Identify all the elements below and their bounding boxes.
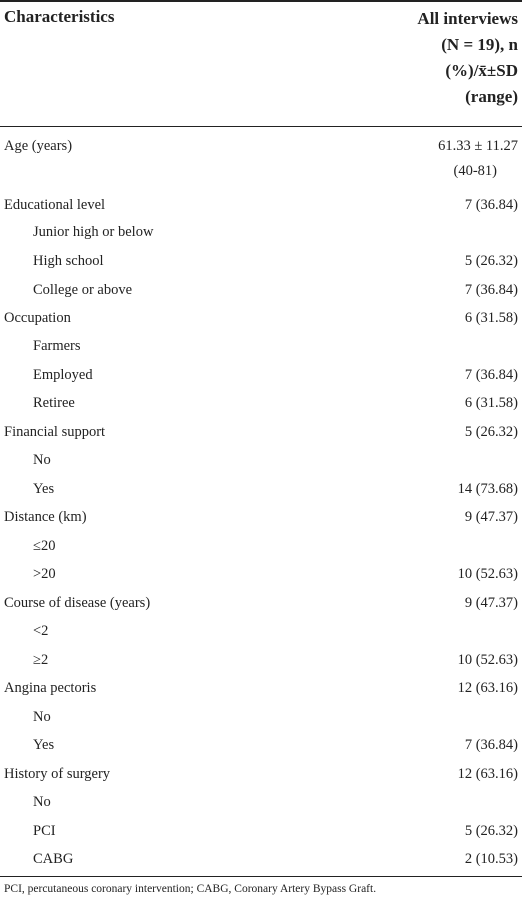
- row-value: 7 (36.84): [464, 737, 518, 753]
- table-row: [0, 332, 522, 361]
- row-label: Educational level: [4, 197, 106, 213]
- row-value: 14 (73.68): [457, 481, 518, 497]
- table-header: [0, 2, 522, 126]
- row-label: ≤20: [33, 538, 56, 554]
- row-value: 5 (26.32): [464, 253, 518, 269]
- table-row: [0, 276, 522, 305]
- table-row: [0, 218, 522, 247]
- row-label: Yes: [33, 737, 55, 753]
- row-label: Employed: [33, 367, 93, 383]
- row-value-range: (40-81): [453, 163, 497, 179]
- row-value: 7 (36.84): [464, 367, 518, 383]
- table-row: [0, 674, 522, 703]
- table-row: [0, 532, 522, 561]
- row-value: 5 (26.32): [464, 823, 518, 839]
- table-row: [0, 788, 522, 817]
- table-row: [0, 560, 522, 589]
- row-label: PCI: [33, 823, 56, 839]
- row-label: >20: [33, 566, 56, 582]
- row-label: High school: [33, 253, 104, 269]
- row-label: ≥2: [33, 652, 49, 668]
- table-row: [0, 389, 522, 418]
- table-row: [0, 475, 522, 504]
- header-line-2: (N = 19), n: [441, 35, 518, 54]
- row-value: 12 (63.16): [457, 680, 518, 696]
- row-label: Distance (km): [4, 509, 87, 525]
- row-label: Yes: [33, 481, 55, 497]
- row-value: 9 (47.37): [464, 509, 518, 525]
- header-line-4: (range): [465, 87, 518, 106]
- header-line-3: (%)/x̄±SD: [445, 61, 518, 80]
- row-value: 5 (26.32): [464, 424, 518, 440]
- header-characteristics: Characteristics: [4, 7, 115, 26]
- row-label: Financial support: [4, 424, 106, 440]
- table-row-age: [0, 132, 522, 179]
- row-value: 7 (36.84): [464, 197, 518, 213]
- table-row: [0, 817, 522, 846]
- table-row: [0, 589, 522, 618]
- table-row: [0, 418, 522, 447]
- row-value: 6 (31.58): [464, 310, 518, 326]
- row-label: Farmers: [33, 338, 81, 354]
- table-row: [0, 703, 522, 732]
- row-label: Angina pectoris: [4, 680, 97, 696]
- row-value: 7 (36.84): [464, 282, 518, 298]
- row-value: 61.33 ± 11.27: [438, 138, 518, 154]
- row-label: No: [33, 709, 51, 725]
- row-label: CABG: [33, 851, 74, 867]
- table-row: [0, 760, 522, 789]
- table-row: [0, 361, 522, 390]
- row-label: Course of disease (years): [4, 595, 151, 611]
- row-label: Junior high or below: [33, 224, 154, 240]
- row-label: Retiree: [33, 395, 75, 411]
- table-row: [0, 191, 522, 220]
- table-row: [0, 617, 522, 646]
- row-value: 6 (31.58): [464, 395, 518, 411]
- table-row: [0, 845, 522, 874]
- header-line-1: All interviews: [417, 9, 518, 28]
- table-row: [0, 446, 522, 475]
- table-bottom-rule: [0, 876, 522, 877]
- row-label: <2: [33, 623, 49, 639]
- table-row: [0, 646, 522, 675]
- row-label: History of surgery: [4, 766, 111, 782]
- row-value: 2 (10.53): [464, 851, 518, 867]
- table-footnote: PCI, percutaneous coronary intervention; CABG, Coronary Artery Bypass Graft.: [4, 883, 377, 895]
- row-label: College or above: [33, 282, 133, 298]
- table-row: [0, 304, 522, 333]
- row-value: 12 (63.16): [457, 766, 518, 782]
- row-label: No: [33, 452, 51, 468]
- table-row: [0, 247, 522, 276]
- table-header-rule: [0, 126, 522, 127]
- row-value: 9 (47.37): [464, 595, 518, 611]
- row-label: Age (years): [4, 138, 73, 154]
- header-all-interviews: [318, 6, 518, 110]
- table-row: [0, 503, 522, 532]
- row-label: No: [33, 794, 51, 810]
- row-value: 10 (52.63): [457, 652, 518, 668]
- row-label: Occupation: [4, 310, 71, 326]
- table-row: [0, 731, 522, 760]
- row-value: 10 (52.63): [457, 566, 518, 582]
